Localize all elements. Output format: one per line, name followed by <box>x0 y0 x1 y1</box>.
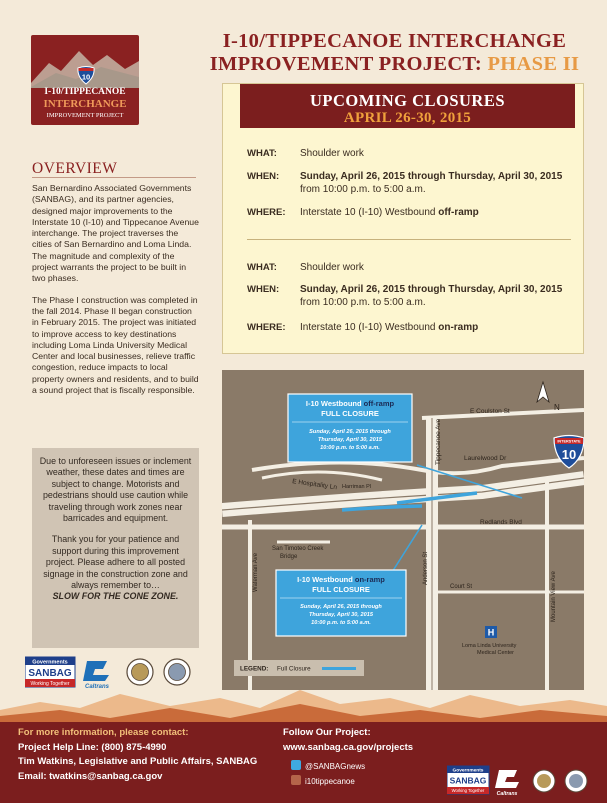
interstate-number: 10 <box>561 447 577 462</box>
onramp-title-c: FULL CLOSURE <box>312 585 370 594</box>
when-value <box>300 171 590 196</box>
onramp-date-2: Thursday, April 30, 2015 <box>309 612 373 618</box>
street-anderson: Anderson St <box>423 551 429 585</box>
legend-label: LEGEND: <box>240 665 269 673</box>
logo-line-1: I-10/TIPPECANOE <box>44 87 126 97</box>
what-value: Shoulder work <box>300 262 364 273</box>
onramp-title-b: on-ramp <box>354 575 385 584</box>
onramp-date-1: Sunday, April 26, 2015 through <box>300 604 382 610</box>
sanbag-top-text: Governments <box>32 659 68 666</box>
where-value <box>300 207 590 220</box>
help-line: Project Help Line: (800) 875-4990 <box>18 741 167 753</box>
website-link[interactable]: www.sanbag.ca.gov/projects <box>283 741 414 753</box>
overview-paragraph-1: San Bernardino Associated Governments (SANBAG), and its partner agencies, designed major improvements to the Interstate 10 (I-10) and Tippecanoe Avenue interchange. The project traverses the cities of San Bernardino and Loma Linda. The magnitude and complexity of the project warrants the project to be built in two phases. <box>32 183 199 284</box>
when-time: from 10:00 p.m. to 5:00 a.m. <box>300 296 426 308</box>
project-logo <box>31 35 139 125</box>
footer-sanbag-sub: Working Together <box>451 788 485 794</box>
legend-item: Full Closure <box>277 665 311 673</box>
street-timoteo-1: San Timoteo Creek <box>272 546 324 552</box>
where-ramp: off-ramp <box>438 207 479 218</box>
onramp-title-a: I-10 Westbound <box>297 575 355 584</box>
when-time: from 10:00 p.m. to 5:00 a.m. <box>300 183 426 195</box>
when-label: WHEN: <box>247 171 280 182</box>
where-value <box>300 322 590 335</box>
footer-sanbag-text: SANBAG <box>449 775 487 786</box>
offramp-date-1: Sunday, April 26, 2015 through <box>309 429 391 435</box>
closure-map <box>222 370 584 690</box>
where-label: WHERE: <box>247 207 286 218</box>
footer-caltrans-text: Caltrans <box>496 791 518 797</box>
logo-line-3: IMPROVEMENT PROJECT <box>46 112 124 119</box>
notice-box <box>32 448 199 648</box>
footer-city-seal-icon <box>533 770 555 792</box>
overview-rule <box>32 177 196 178</box>
when-label: WHEN: <box>247 284 280 295</box>
street-coulston: E Coulston St <box>470 408 510 415</box>
contact-email[interactable]: Email: twatkins@sanbag.ca.gov <box>18 770 163 782</box>
overview-paragraph-2: The Phase I construction was completed in the fall 2014. Phase II began construction in February 2015. The project was initiated to improve access to key destinations including Loma Linda University Medical Center and local businesses, relieve traffic congestion, reduce impacts to local property owners and residents, and to build a sound project that is fiscally responsible. <box>32 294 199 396</box>
closures-heading: UPCOMING CLOSURES <box>309 91 506 110</box>
overview-text <box>32 183 200 396</box>
logo-line-2: INTERCHANGE <box>43 98 127 110</box>
offramp-title <box>306 399 395 408</box>
onramp-title <box>297 575 385 584</box>
offramp-callout <box>288 394 412 462</box>
footer-county-seal-icon <box>565 770 587 792</box>
closures-divider <box>247 239 571 240</box>
footer <box>0 722 607 803</box>
footer-logos <box>447 764 597 798</box>
street-tippecanoe: Tippecanoe Ave <box>435 418 442 465</box>
hospital-letter: H <box>487 627 495 638</box>
hospital-icon <box>485 626 497 638</box>
north-label: N <box>554 403 560 412</box>
closures-header <box>240 84 575 128</box>
loma-linda-1: Loma Linda University <box>462 643 517 649</box>
map-legend <box>234 660 364 676</box>
map-svg <box>222 370 584 690</box>
instagram-icon <box>291 775 301 785</box>
follow-title: Follow Our Project: <box>283 727 371 738</box>
street-court: Court St <box>450 584 473 590</box>
closures-panel <box>222 83 584 354</box>
twitter-icon <box>291 760 301 770</box>
street-timoteo-2: Bridge <box>280 554 298 560</box>
title-line-2 <box>200 53 589 76</box>
notice-paragraph-2 <box>38 534 193 602</box>
twitter-handle: @SANBAGnews <box>305 762 366 771</box>
follow-section <box>283 726 413 755</box>
offramp-title-b: off-ramp <box>363 399 395 408</box>
loma-linda-2: Medical Center <box>477 650 514 656</box>
when-value <box>300 284 590 309</box>
street-waterman: Waterman Ave <box>253 552 259 592</box>
where-ramp: on-ramp <box>438 322 479 333</box>
what-label: WHAT: <box>247 148 277 159</box>
onramp-date-3: 10:00 p.m. to 5:00 a.m. <box>311 620 371 626</box>
logo-shield-number: 10 <box>81 72 91 82</box>
north-arrow-icon <box>537 382 560 412</box>
overview-title: OVERVIEW <box>32 160 118 177</box>
when-dates: Sunday, April 26, 2015 through Thursday, April 30, 2015 <box>300 284 563 295</box>
contact-info <box>18 726 257 784</box>
sanbag-sub-text: Working Together <box>30 681 70 687</box>
contact-title: For more information, please contact: <box>18 727 189 738</box>
instagram-link[interactable] <box>291 774 365 789</box>
street-mountainview: Mountain View Ave <box>551 571 557 622</box>
where-main: Interstate 10 (I-10) Westbound <box>300 322 439 333</box>
street-laurelwood: Laurelwood Dr <box>464 455 507 462</box>
page-title <box>200 30 589 76</box>
instagram-handle: i10tippecanoe <box>305 777 355 786</box>
footer-sanbag-logo <box>447 766 489 794</box>
footer-sanbag-top: Governments <box>452 768 484 774</box>
offramp-date-3: 10:00 p.m. to 5:00 a.m. <box>320 445 380 451</box>
contact-person: Tim Watkins, Legislative and Public Affairs, SANBAG <box>18 756 258 767</box>
where-main: Interstate 10 (I-10) Westbound <box>300 207 439 218</box>
when-dates: Sunday, April 26, 2015 through Thursday, April 30, 2015 <box>300 171 563 182</box>
notice-paragraph-1: Due to unforeseen issues or inclement weather, these dates and times are subject to change. Motorists and pedestrians should use caution while traveling through work zones near barricades and equipment. <box>39 456 192 524</box>
offramp-title-a: I-10 Westbound <box>305 399 364 408</box>
interstate-shield-icon <box>76 65 96 85</box>
caltrans-text: Caltrans <box>84 684 110 689</box>
interstate-label: INTERSTATE <box>557 439 581 444</box>
street-harriman: Harriman Pl <box>342 484 372 490</box>
what-value: Shoulder work <box>300 148 364 159</box>
onramp-callout <box>276 570 406 636</box>
where-label: WHERE: <box>247 322 286 333</box>
closures-dates: APRIL 26-30, 2015 <box>343 110 472 126</box>
street-hospitality: E Hospitality Ln <box>291 478 338 492</box>
what-label: WHAT: <box>247 262 277 273</box>
twitter-link[interactable] <box>291 759 365 774</box>
offramp-date-2: Thursday, April 30, 2015 <box>318 437 382 443</box>
interstate-10-icon <box>554 436 584 469</box>
notice-paragraph-2-text: Thank you for your patience and support during this improvement project. Please adhere to all posted signage in the construction zone and always remember to… <box>43 534 188 591</box>
cone-zone-text: SLOW FOR THE CONE ZONE. <box>52 591 179 602</box>
social-links <box>291 759 365 789</box>
sanbag-text: SANBAG <box>28 668 72 679</box>
title-line-1: I-10/TIPPECANOE INTERCHANGE <box>222 30 567 52</box>
title-phase: PHASE II <box>487 53 580 75</box>
footer-caltrans-logo <box>495 770 519 797</box>
street-redlands: Redlands Blvd <box>480 519 522 526</box>
offramp-title-c: FULL CLOSURE <box>321 409 379 418</box>
title-line-2-main: IMPROVEMENT PROJECT: <box>209 53 488 75</box>
